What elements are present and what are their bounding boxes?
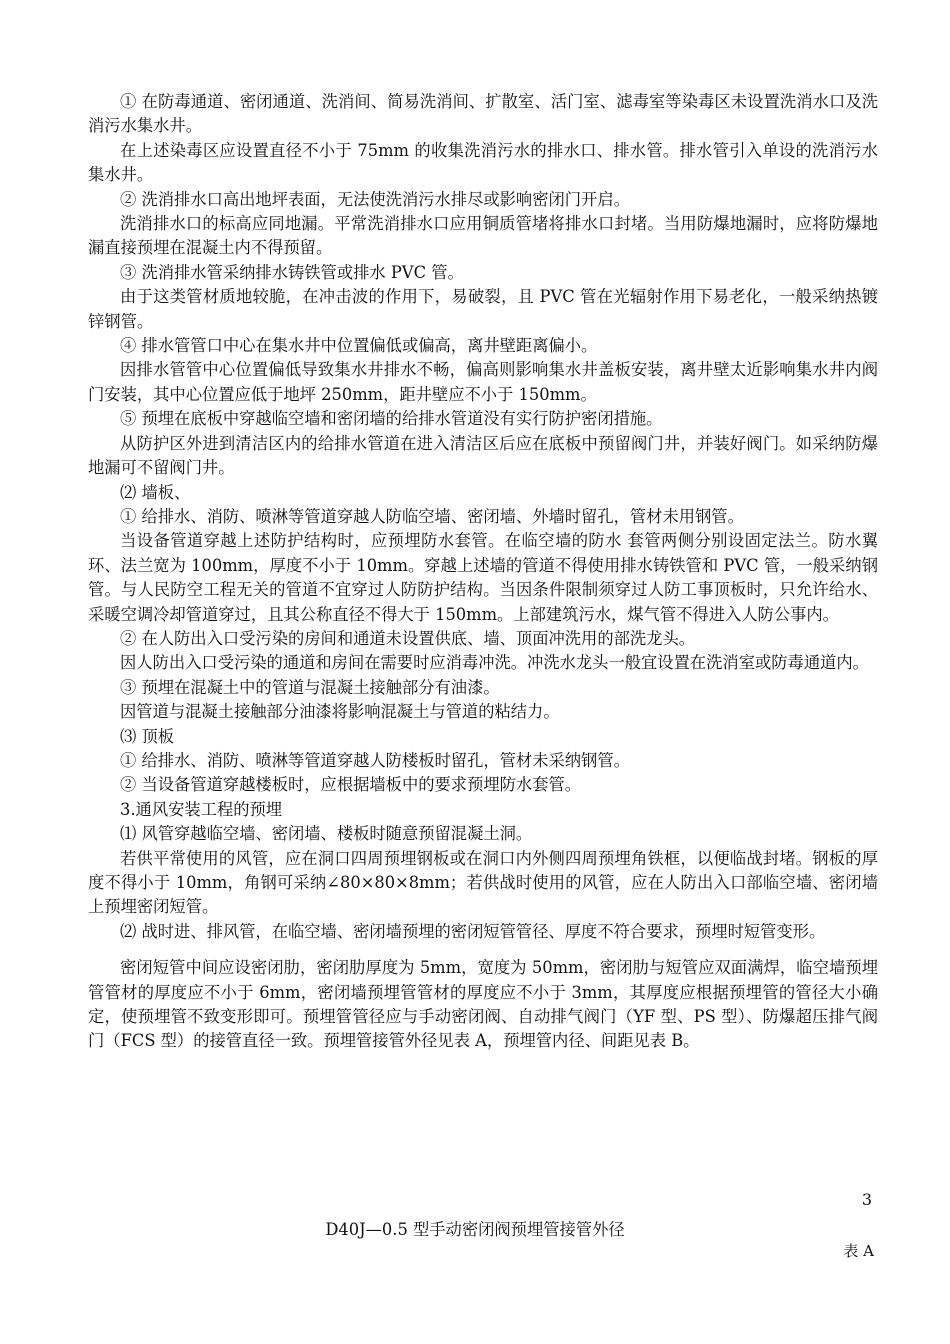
paragraph: ③ 预埋在混凝土中的管道与混凝土接触部分有油漆。 [120,677,500,697]
paragraph: ③ 洗消排水管采纳排水铸铁管或排水 PVC 管。 [120,262,464,282]
paragraph: 若供平常使用的风管，应在洞口四周预埋钢板或在洞口内外侧四周预埋角铁框，以便临战封堵。钢板的厚度不得小于 10mm，角钢可采纳∠80×80×8mm；若供战时使用的风管，应在人防出入口部临空墙、密闭墙上预埋密闭短管。 [88,848,878,917]
paragraph: ① 给排水、消防、喷淋等管道穿越人防楼板时留孔，管材未采纳钢管。 [120,750,630,770]
paragraph: ① 给排水、消防、喷淋等管道穿越人防临空墙、密闭墙、外墙时留孔，管材未用钢管。 [120,506,744,526]
paragraph: 因排水管管中心位置偏低导致集水井排水不畅，偏高则影响集水井盖板安装，离井壁太近影响集水井内阀门安装，其中心位置应低于地坪 250mm，距井壁应不小于 150mm。 [88,360,878,404]
body-text [88,90,878,1054]
paragraph: 洗消排水口的标高应同地漏。平常洗消排水口应用铜质管堵将排水口封堵。当用防爆地漏时，应将防爆地漏直接预埋在混凝土内不得预留。 [88,214,878,258]
paragraph: ⑴ 风管穿越临空墙、密闭墙、楼板时随意预留混凝土洞。 [120,824,533,844]
section-heading: ⑶ 顶板 [120,726,175,746]
paragraph: ⑤ 预埋在底板中穿越临空墙和密闭墙的给排水管道没有实行防护密闭措施。 [120,409,663,429]
paragraph: ① 在防毒通道、密闭通道、洗消间、简易洗消间、扩散室、活门室、滤毒室等染毒区未设置洗消水口及洗消污水集水井。 [88,92,878,136]
paragraph: 当设备管道穿越上述防护结构时，应预埋防水套管。在临空墙的防水 套管两侧分别设固定法兰。防水翼环、法兰宽为 100mm，厚度不小于 10mm。穿越上述墙的管道不得使用排水铸铁管和 PVC 管，一般采纳钢管。与人民防空工程无关的管道不宜穿过人防防护结构。当因条件限制须穿过人防工事顶板时，只允许给水、采暖空调冷却管道穿过，且其公称直径不得大于 150mm。上部建筑污水，煤气管不得进入人防公事内。 [88,531,878,624]
paragraph: ④ 排水管管口中心在集水井中位置偏低或偏高，离井壁距离偏小。 [120,336,598,356]
paragraph: ② 洗消排水口高出地坪表面，无法使洗消污水排尽或影响密闭门开启。 [120,189,630,209]
paragraph: ⑵ 战时进、排风管，在临空墙、密闭墙预埋的密闭短管管径、厚度不符合要求，预埋时短管变形。 [120,921,826,941]
paragraph: ② 在人防出入口受污染的房间和通道未设置供底、墙、顶面冲洗用的部洗龙头。 [120,628,696,648]
paragraph: 密闭短管中间应设密闭肋，密闭肋厚度为 5mm，宽度为 50mm，密闭肋与短管应双面满焊，临空墙预埋管管材的厚度应不小于 6mm，密闭墙预埋管管材的厚度应不小于 3mm，其厚度应根据预埋管的管径大小确定，使预埋管不致变形即可。预埋管管径应与手动密闭阀、自动排气阀门（YF 型、PS 型）、防爆超压排气阀门（FCS 型）的接管直径一致。预埋管接管外径见表 A，预埋管内径、间距见表 B。 [88,958,878,1051]
paragraph: 由于这类管材质地较脆，在冲击波的作用下，易破裂，且 PVC 管在光辐射作用下易老化，一般采纳热镀锌钢管。 [88,287,878,331]
table-label: 表 A [843,1242,874,1260]
paragraph: 因人防出入口受污染的通道和房间在需要时应消毒冲洗。冲洗水龙头一般宜设置在洗消室或防毒通道内。 [120,653,869,673]
paragraph: 因管道与混凝土接触部分油漆将影响混凝土与管道的粘结力。 [120,702,560,722]
paragraph: 从防护区外进到清洁区内的给排水管道在进入清洁区后应在底板中预留阀门井，并装好阀门。如采纳防爆地漏可不留阀门井。 [88,433,878,478]
section-heading: ⑵ 墙板、 [120,482,191,502]
section-heading: 3.通风安装工程的预埋 [120,799,283,819]
paragraph: 在上述染毒区应设置直径不小于 75mm 的收集洗消污水的排水口、排水管。排水管引入单设的洗消污水集水井。 [88,140,878,185]
page-number: 3 [861,1190,872,1209]
paragraph: ② 当设备管道穿越楼板时，应根据墙板中的要求预埋防水套管。 [120,775,582,795]
table-title: D40J—0.5 型手动密闭阀预埋管接管外径 [325,1220,625,1239]
